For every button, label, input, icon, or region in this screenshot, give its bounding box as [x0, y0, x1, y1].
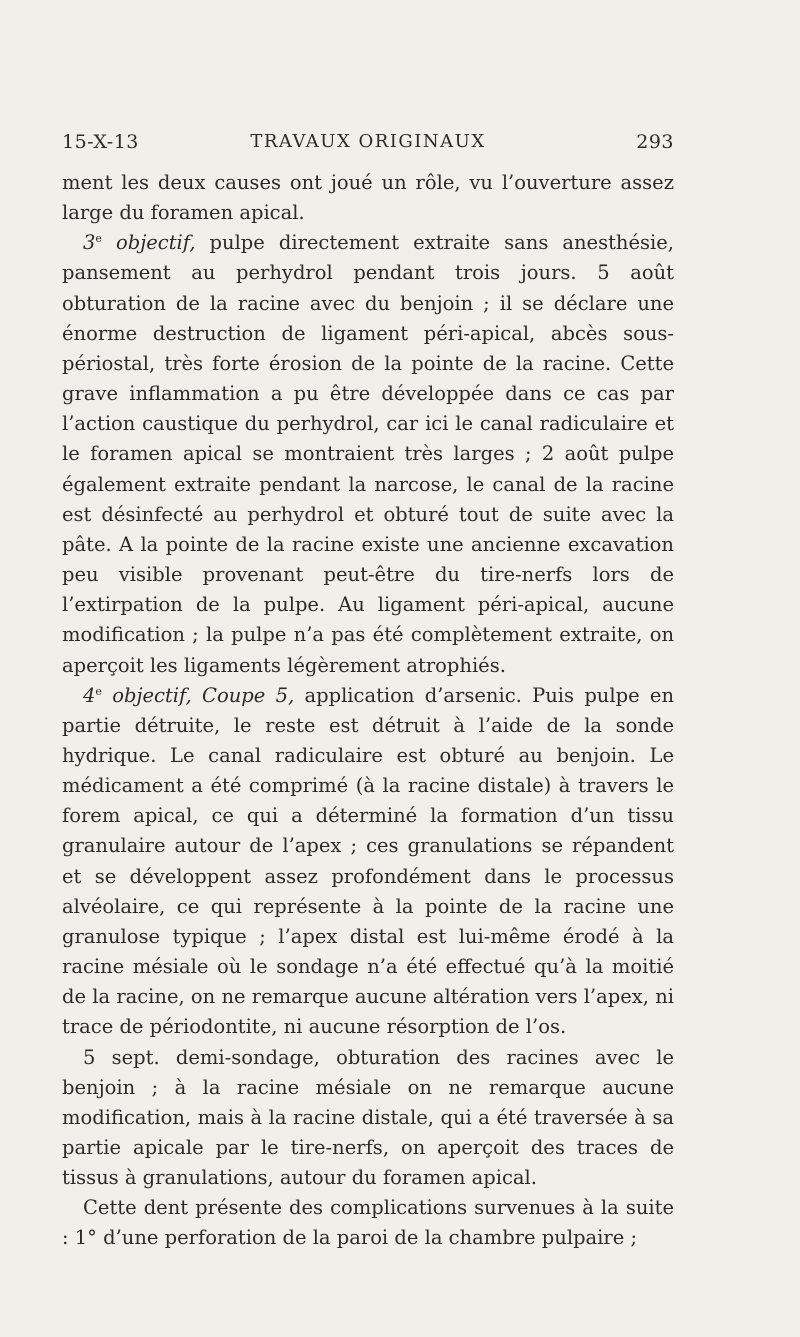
ordinal-suffix: e	[95, 232, 102, 246]
paragraph-text: application d’arsenic. Puis pulpe en partie détruite, le reste est détruit à l’aide de la sonde hydrique. Le canal radiculaire est obturé au benjoin. Le médicament a été comprimé (à la racine distale) à travers le forem apical, ce qui a déterminé la formation d’un tissu granulaire autour de l’apex ; ces granulations se répandent et se développent assez profondément dans le processus alvéolaire, ce qui représente à la pointe de la racine une granulose typique ; l’apex distal est lui-même érodé à la racine mésiale où le sondage n’a été effectué qu’à la moitié de la racine, on ne remarque aucune altération vers l’apex, ni trace de périodontite, ni aucune résorption de l’os.	[62, 683, 675, 1039]
objective-number: 4	[83, 683, 96, 707]
paragraph-continuation: ment les deux causes ont joué un rôle, vu l’ouverture assez large du foramen apical.	[62, 171, 674, 225]
running-header	[62, 131, 674, 159]
paragraph-text: pulpe directement extraite sans anesthésie, pansement au perhydrol pendant trois jours. 5 août obturation de la racine avec du benjoin ; il se déclare une énorme destruction de ligament péri-apical, abcès sous-périostal, très forte érosion de la pointe de la racine. Cette grave inflammation a pu être développée dans ce cas par l’action caustique du perhydrol, car ici le canal radiculaire et le foramen apical se montraient très larges ; 2 août pulpe également extraite pendant la narcose, le canal de la racine est désinfecté au perhydrol et obturé tout de suite avec la pâte. A la pointe de la racine existe une ancienne excavation peu visible provenant peut-être du tire-nerfs lors de l’extirpation de la pulpe. Au ligament péri-apical, aucune modification ; la pulpe n’a pas été complètement extraite, on aperçoit les ligaments légèrement atrophiés.	[62, 231, 674, 677]
running-title: TRAVAUX ORIGINAUX	[250, 131, 486, 152]
objective-label: objectif, Coupe 5,	[112, 683, 295, 707]
header-date: 15-X-13	[62, 131, 139, 153]
paragraph-sept-5: 5 sept. demi-sondage, obturation des racines avec le benjoin ; à la racine mésiale on ne remarque aucune modification, mais à la racine distale, qui a été traversée à sa partie apicale par le tire-nerfs, on aperçoit des traces de tissus à granulations, autour du foramen apical.	[62, 1045, 674, 1190]
body-text	[62, 168, 674, 1254]
objective-label: objectif,	[115, 231, 196, 255]
ordinal-suffix: e	[95, 684, 102, 698]
objective-number: 3	[83, 231, 96, 255]
paragraph-third-objective	[62, 228, 674, 680]
paragraph-complications: Cette dent présente des complications survenues à la suite : 1° d’une perforation de la paroi de la chambre pulpaire ;	[62, 1196, 674, 1250]
paragraph-fourth-objective	[62, 681, 674, 1043]
page-number: 293	[636, 131, 674, 153]
